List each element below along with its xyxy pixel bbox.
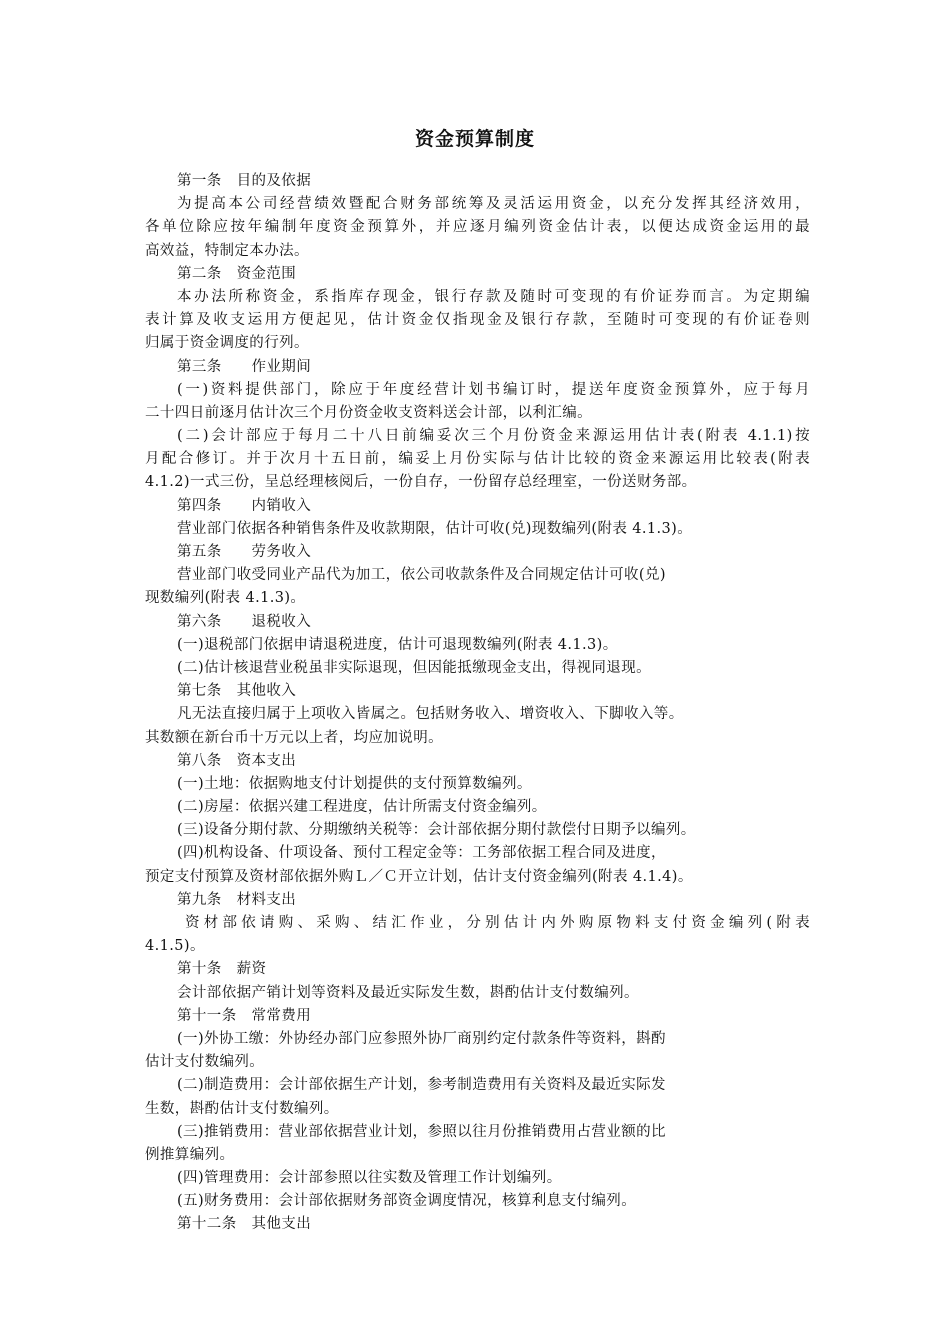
paragraph-line: (二)估计核退营业税虽非实际退现，但因能抵缴现金支出，得视同退现。: [177, 659, 652, 676]
paragraph-line: 表计算及收支运用方便起见，估计资金仅指现金及银行存款，至随时可变现的有价证卷则: [145, 312, 810, 329]
paragraph-line: (三)设备分期付款、分期缴纳关税等：会计部依据分期付款偿付日期予以编列。: [177, 822, 696, 839]
paragraph-line: (二)会计部应于每月二十八日前编妥次三个月份资金来源运用估计表(附表 4.1.1)按: [177, 428, 810, 445]
paragraph-line: (四)管理费用：会计部参照以往实数及管理工作计划编列。: [177, 1170, 562, 1187]
paragraph-line: 归属于资金调度的行列。: [145, 335, 309, 352]
paragraph-line: (一)土地：依据购地支付计划提供的支付预算数编列。: [177, 775, 532, 792]
paragraph-line: 本办法所称资金，系指库存现金，银行存款及随时可变现的有价证券而言。为定期编: [177, 288, 810, 305]
paragraph-line: 生数，斟酌估计支付数编列。: [145, 1100, 339, 1117]
document-body: [145, 170, 810, 1237]
paragraph-line: 营业部门收受同业产品代为加工，依公司收款条件及合同规定估计可收(兑): [177, 567, 666, 584]
paragraph-line: 凡无法直接归属于上项收入皆属之。包括财务收入、增资收入、下脚收入等。: [177, 706, 684, 723]
article-heading: 第三条 作业期间: [177, 358, 312, 375]
paragraph-line: 高效益，特制定本办法。: [145, 242, 309, 259]
paragraph-line: (五)财务费用：会计部依据财务部资金调度情况，核算利息支付编列。: [177, 1193, 637, 1210]
paragraph-line: 例推算编列。: [145, 1146, 235, 1163]
paragraph-line: 现数编列(附表 4.1.3)。: [145, 590, 306, 607]
paragraph-line: 4.1.2)一式三份，呈总经理核阅后，一份自存，一份留存总经理室，一份送财务部。: [145, 474, 697, 491]
article-heading: 第八条 资本支出: [177, 752, 297, 769]
document-title: 资金预算制度: [414, 128, 535, 150]
article-heading: 第十一条 常常费用: [177, 1007, 312, 1024]
paragraph-line: 资材部依请购、采购、结汇作业，分别估计内外购原物料支付资金编列(附表: [185, 915, 810, 931]
article-heading: 第四条 内销收入: [177, 497, 312, 514]
paragraph-line: (四)机构设备、什项设备、预付工程定金等：工务部依据工程合同及进度，: [177, 845, 666, 862]
paragraph-line: 二十四日前逐月估计次三个月份资金收支资料送会计部，以利汇编。: [145, 404, 592, 421]
paragraph-line: 月配合修订。并于次月十五日前，编妥上月份实际与估计比较的资金来源运用比较表(附表: [145, 451, 810, 468]
article-heading: 第二条 资金范围: [177, 265, 297, 282]
article-heading: 第七条 其他收入: [177, 683, 297, 700]
paragraph-line: (一)资料提供部门，除应于年度经营计划书编订时，提送年度资金预算外，应于每月: [177, 381, 810, 398]
paragraph-line: (三)推销费用：营业部依据营业计划，参照以往月份推销费用占营业额的比: [177, 1123, 666, 1140]
paragraph-line: (二)制造费用：会计部依据生产计划，参考制造费用有关资料及最近实际发: [177, 1077, 666, 1094]
article-heading: 第十条 薪资: [177, 961, 267, 978]
paragraph-line: 营业部门依据各种销售条件及收款期限，估计可收(兑)现数编列(附表 4.1.3)。: [177, 520, 693, 537]
paragraph-line: (一)退税部门依据申请退税进度，估计可退现数编列(附表 4.1.3)。: [177, 636, 618, 653]
paragraph-line: 各单位除应按年编制年度资金预算外，并应逐月编列资金估计表，以便达成资金运用的最: [145, 219, 810, 236]
paragraph-line: 其数额在新台币十万元以上者，均应加说明。: [145, 729, 443, 746]
paragraph-line: (二)房屋：依据兴建工程进度，估计所需支付资金编列。: [177, 799, 547, 816]
paragraph-line: 估计支付数编列。: [145, 1054, 265, 1071]
paragraph-line: 预定支付预算及资材部依据外购Ｌ／Ｃ开立计划，估计支付资金编列(附表 4.1.4)。: [145, 868, 693, 885]
article-heading: 第六条 退税收入: [177, 613, 312, 630]
article-heading: 第五条 劳务收入: [177, 544, 312, 560]
paragraph-line: 会计部依据产销计划等资料及最近实际发生数，斟酌估计支付数编列。: [177, 984, 639, 1001]
paragraph-line: 4.1.5)。: [145, 938, 205, 955]
article-heading: 第一条 目的及依据: [177, 173, 312, 189]
paragraph-line: 为提高本公司经营绩效暨配合财务部统筹及灵活运用资金，以充分发挥其经济效用，: [177, 196, 810, 213]
article-heading: 第九条 材料支出: [177, 891, 297, 908]
article-heading: 第十二条 其他支出: [177, 1216, 312, 1233]
paragraph-line: (一)外协工缴：外协经办部门应参照外协厂商别约定付款条件等资料，斟酌: [177, 1030, 666, 1047]
